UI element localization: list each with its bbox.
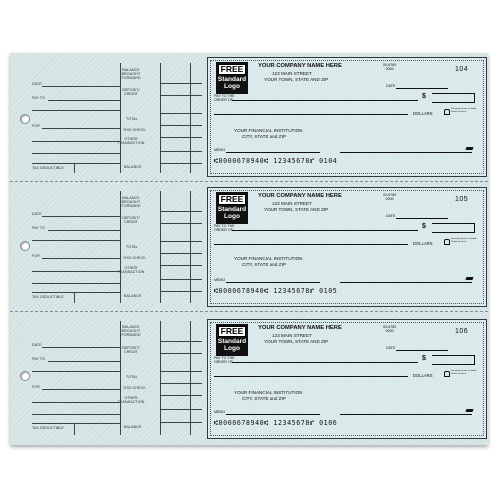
stub-grid-line <box>160 341 202 342</box>
logo-line-1: Standard <box>217 206 247 213</box>
stub-grid-line <box>160 353 202 354</box>
payto-line-2: ORDER OF <box>214 98 233 102</box>
logo-line-1: Standard <box>217 338 247 345</box>
stub-grid-line <box>160 83 202 84</box>
stub-date-line <box>42 216 120 217</box>
logo-line-1: Standard <box>217 76 247 83</box>
stub-date-line <box>42 347 120 348</box>
bank-city: CITY, STATE and ZIP <box>242 262 286 267</box>
logo-line-2: Logo <box>224 83 240 90</box>
company-name: YOUR COMPANY NAME HERE <box>258 193 342 199</box>
stub-for-label: FOR <box>32 385 40 389</box>
fraction-bottom: 0000 <box>385 197 394 201</box>
routing-fraction <box>383 63 396 71</box>
memo-line <box>226 414 320 415</box>
stub-grid-line <box>160 279 202 280</box>
stub-grid-line <box>160 409 202 410</box>
check-row-1 <box>10 53 488 179</box>
standard-logo <box>216 192 248 224</box>
memo-label: MEMO <box>214 278 226 282</box>
pen-icon <box>465 409 473 412</box>
stub-payto-label: PAY TO <box>32 357 46 361</box>
stub-grid-line <box>160 241 202 242</box>
company-city: YOUR TOWN, STATE AND ZIP <box>264 77 329 82</box>
stub-line <box>32 402 120 403</box>
stub-divider <box>74 292 75 303</box>
logo-line-2: Logo <box>224 213 240 220</box>
stub-total-label: TOTAL <box>126 117 138 121</box>
standard-logo <box>216 62 248 94</box>
payee-line <box>232 230 418 231</box>
amount-box <box>432 355 475 365</box>
stub-divider <box>74 423 75 435</box>
stub-divider <box>160 63 161 173</box>
stub-for-label: FOR <box>32 124 40 128</box>
stub-grid-line <box>160 395 202 396</box>
signature-line <box>340 152 472 153</box>
stub-line <box>32 423 120 424</box>
stub-total-label: TOTAL <box>126 245 138 249</box>
stub-balance-forward-label: BALANCE BROUGHT FORWARD <box>121 325 141 337</box>
company-street: 123 MAIN STREET <box>272 333 312 338</box>
company-street: 123 MAIN STREET <box>272 201 312 206</box>
bank-name: YOUR FINANCIAL INSTITUTION <box>234 256 303 261</box>
stub-deposit-label: DEPOSIT/ CREDIT <box>122 346 140 354</box>
logo-line-2: Logo <box>224 345 240 352</box>
memo-line <box>226 282 320 283</box>
company-city: YOUR TOWN, STATE AND ZIP <box>264 339 329 344</box>
stub-for-line <box>42 258 120 259</box>
stub-line <box>32 271 120 272</box>
stub-grid-line <box>160 265 202 266</box>
standard-logo <box>216 324 248 356</box>
pen-icon <box>465 147 473 150</box>
stub-grid-line <box>160 163 202 164</box>
stub-date-label: DATE <box>32 343 42 347</box>
check-sheet <box>10 53 488 445</box>
logo-free: FREE <box>218 326 246 337</box>
stub-grid-line <box>160 291 202 292</box>
amount-box <box>432 223 475 233</box>
lock-icon <box>444 371 450 377</box>
routing-fraction <box>383 325 396 333</box>
signature-line <box>340 414 472 415</box>
check <box>207 57 487 177</box>
check <box>207 319 487 439</box>
stub-other-label: OTHER TRANSACTION <box>117 266 145 274</box>
stub-divider <box>74 163 75 173</box>
stub-balance-label: BALANCE <box>124 165 142 169</box>
company-street: 123 MAIN STREET <box>272 71 312 76</box>
bank-city: CITY, STATE and ZIP <box>242 396 286 401</box>
stub-grid-line <box>160 151 202 152</box>
stub-payto-line-2 <box>32 240 120 241</box>
stub-grid-line <box>160 95 202 96</box>
perforation <box>10 311 488 312</box>
date-label: DATE <box>386 346 396 350</box>
dollars-label: DOLLARS <box>413 111 433 116</box>
security-note: Security features included. Details on back. <box>451 238 477 243</box>
check <box>207 187 487 307</box>
routing-fraction <box>383 193 396 201</box>
stub-payto-line <box>48 361 120 362</box>
stub-balance-forward-label: BALANCE BROUGHT FORWARD <box>121 196 141 208</box>
stub-payto-line-2 <box>32 110 120 111</box>
stub-other-label: OTHER TRANSACTION <box>117 396 145 404</box>
check-row-2 <box>10 183 488 309</box>
bank-city: CITY, STATE and ZIP <box>242 134 286 139</box>
stub-divider <box>120 191 121 303</box>
stub-grid-line <box>160 113 202 114</box>
stub-balance-forward-label: BALANCE BROUGHT FORWARD <box>121 68 141 80</box>
dollar-sign: $ <box>422 93 426 100</box>
stub-divider <box>120 63 121 173</box>
date-label: DATE <box>386 214 396 218</box>
stub-grid-line <box>160 422 202 423</box>
micr-line: ⑆0000678940⑆ 12345678⑈ 0106 <box>214 419 338 427</box>
fraction-top: 00-6789 <box>383 63 397 67</box>
stub-grid-line <box>160 371 202 372</box>
perforation <box>10 181 488 182</box>
pen-icon <box>465 277 473 280</box>
check-stub <box>10 53 206 179</box>
stub-payto-line <box>48 230 120 231</box>
security-note: Security features included. Details on back. <box>451 370 477 375</box>
amount-words-line <box>214 244 408 245</box>
payto-line-1: PAY TO THE <box>214 224 235 228</box>
stub-line <box>32 141 120 142</box>
fraction-top: 00-6789 <box>383 325 397 329</box>
stub-divider <box>190 321 191 435</box>
stub-date-label: DATE <box>32 82 42 86</box>
stub-total-label: TOTAL <box>126 375 138 379</box>
amount-words-line <box>214 114 408 115</box>
fraction-bottom: 0000 <box>385 329 394 333</box>
dollar-sign: $ <box>422 223 426 230</box>
stub-line <box>32 153 120 154</box>
company-name: YOUR COMPANY NAME HERE <box>258 63 342 69</box>
check-number: 106 <box>455 328 469 335</box>
stub-this-check-label: THIS CHECK <box>123 386 146 390</box>
check-stub <box>10 183 206 309</box>
stub-payto-label: PAY TO <box>32 226 46 230</box>
dollars-label: DOLLARS <box>413 241 433 246</box>
stub-other-label: OTHER TRANSACTION <box>117 137 145 145</box>
stub-balance-label: BALANCE <box>124 294 142 298</box>
payto-line-2: ORDER OF <box>214 360 233 364</box>
stub-line <box>32 414 120 415</box>
company-name: YOUR COMPANY NAME HERE <box>258 325 342 331</box>
payee-line <box>232 362 418 363</box>
micr-line: ⑆0000678940⑆ 12345678⑈ 0104 <box>214 157 338 165</box>
dollars-label: DOLLARS <box>413 373 433 378</box>
check-row-3 <box>10 315 488 441</box>
date-line <box>396 350 448 351</box>
stub-line <box>32 283 120 284</box>
amount-box <box>432 93 475 103</box>
stub-grid-line <box>160 137 202 138</box>
payee-line <box>232 100 418 101</box>
stub-grid-line <box>160 125 202 126</box>
date-label: DATE <box>386 84 396 88</box>
bank-name: YOUR FINANCIAL INSTITUTION <box>234 390 303 395</box>
amount-words-line <box>214 376 408 377</box>
stub-date-label: DATE <box>32 212 42 216</box>
logo-free: FREE <box>218 64 246 75</box>
dollar-sign: $ <box>422 355 426 362</box>
date-line <box>396 88 448 89</box>
stub-this-check-label: THIS CHECK <box>123 256 146 260</box>
memo-label: MEMO <box>214 148 226 152</box>
stub-for-line <box>42 128 120 129</box>
payto-line-1: PAY TO THE <box>214 94 235 98</box>
stub-grid-line <box>160 383 202 384</box>
stub-divider <box>190 191 191 303</box>
payto-line-1: PAY TO THE <box>214 356 235 360</box>
lock-icon <box>444 239 450 245</box>
stub-payto-line-2 <box>32 371 120 372</box>
check-number: 105 <box>455 196 469 203</box>
check-number: 104 <box>455 66 469 73</box>
logo-free: FREE <box>218 194 246 205</box>
stub-payto-label: PAY TO <box>32 96 46 100</box>
bank-name: YOUR FINANCIAL INSTITUTION <box>234 128 303 133</box>
stub-date-line <box>42 86 120 87</box>
stub-grid-line <box>160 211 202 212</box>
stub-divider <box>160 191 161 303</box>
check-stub <box>10 315 206 441</box>
stub-grid-line <box>160 223 202 224</box>
signature-line <box>340 282 472 283</box>
lock-icon <box>444 109 450 115</box>
stub-line <box>32 292 120 293</box>
company-city: YOUR TOWN, STATE AND ZIP <box>264 207 329 212</box>
micr-line: ⑆0000678940⑆ 12345678⑈ 0105 <box>214 287 338 295</box>
stub-tax-label: TAX DEDUCTIBLE <box>32 166 64 170</box>
stub-for-line <box>42 389 120 390</box>
stub-deposit-label: DEPOSIT/ CREDIT <box>122 216 140 224</box>
fraction-bottom: 0000 <box>385 67 394 71</box>
stub-this-check-label: THIS CHECK <box>123 128 146 132</box>
memo-label: MEMO <box>214 410 226 414</box>
stub-deposit-label: DEPOSIT/ CREDIT <box>122 88 140 96</box>
memo-line <box>226 152 320 153</box>
stub-line <box>32 163 120 164</box>
date-line <box>396 218 448 219</box>
stub-divider <box>190 63 191 173</box>
stub-balance-label: BALANCE <box>124 425 142 429</box>
security-note: Security features included. Details on back. <box>451 108 477 113</box>
stub-tax-label: TAX DEDUCTIBLE <box>32 426 64 430</box>
stub-payto-line <box>48 100 120 101</box>
stub-divider <box>160 321 161 435</box>
payto-line-2: ORDER OF <box>214 228 233 232</box>
stub-divider <box>120 321 121 435</box>
stub-grid-line <box>160 253 202 254</box>
fraction-top: 00-6789 <box>383 193 397 197</box>
stub-for-label: FOR <box>32 254 40 258</box>
stub-tax-label: TAX DEDUCTIBLE <box>32 295 64 299</box>
